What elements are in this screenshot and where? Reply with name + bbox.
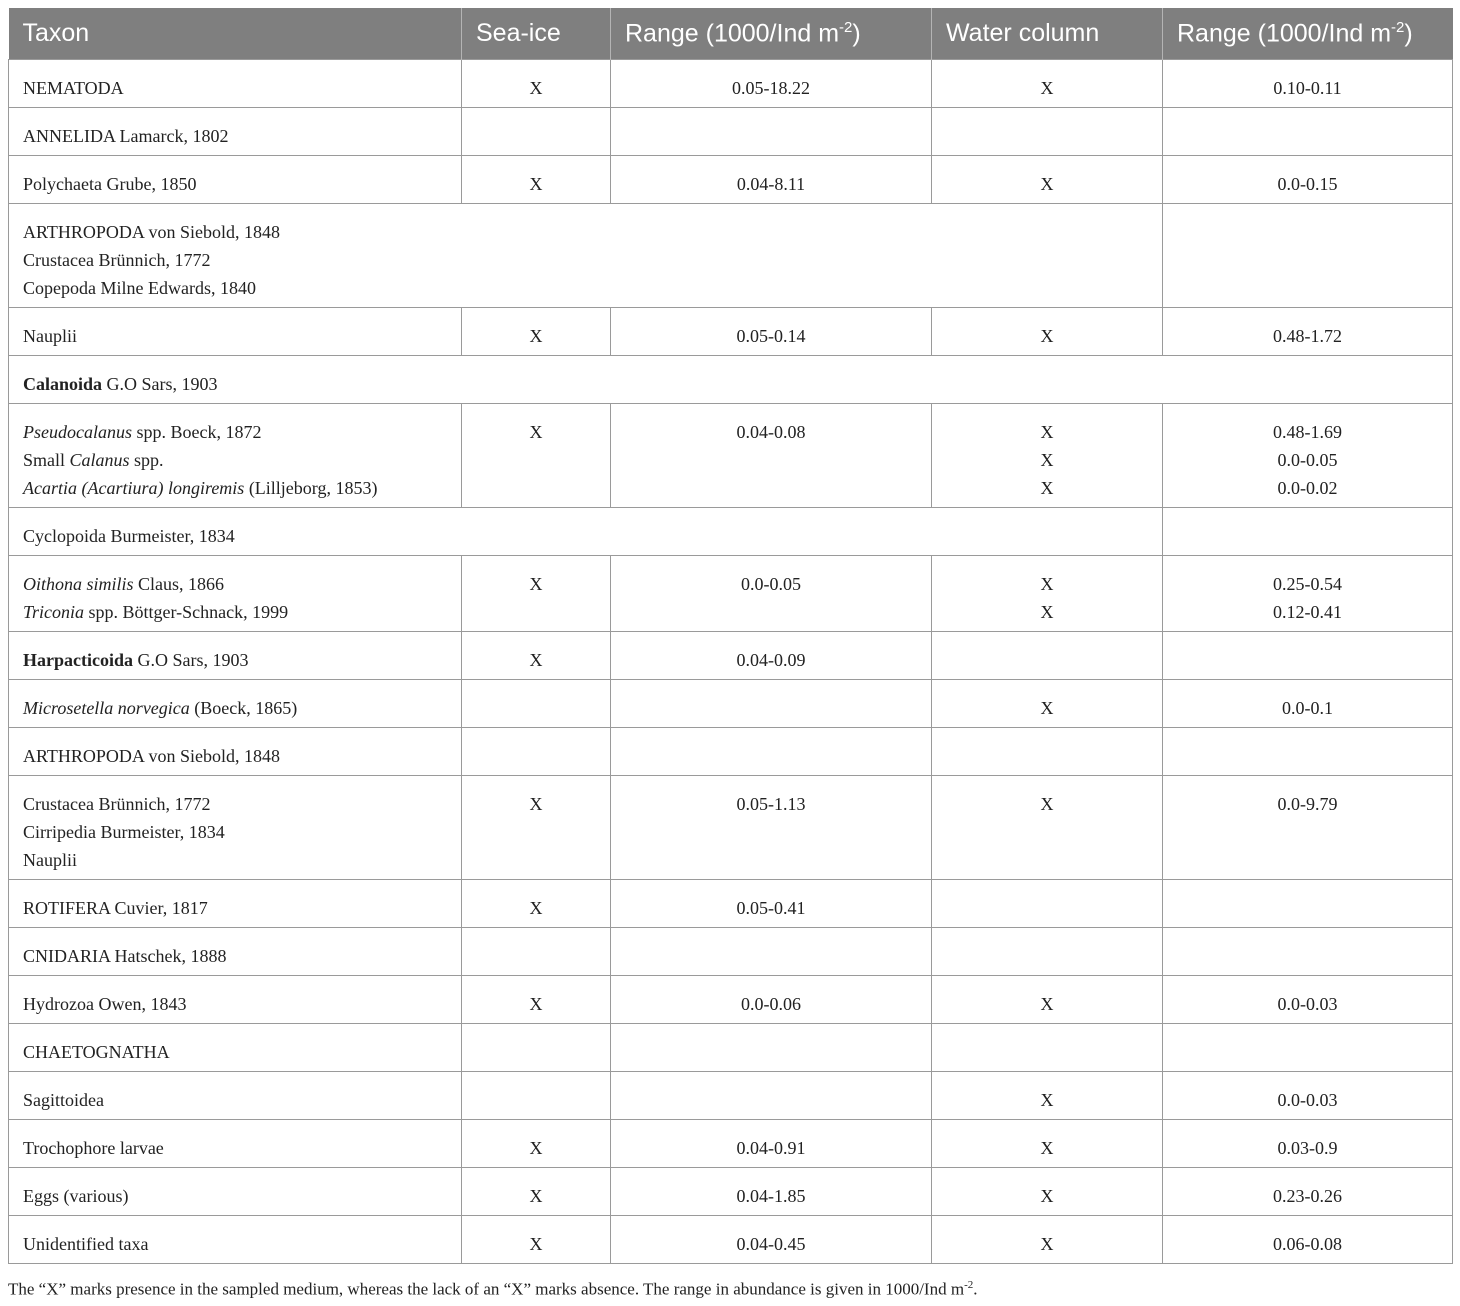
- table-row: [9, 727, 1453, 775]
- header-sea-ice-range: [611, 8, 932, 59]
- table-row: [9, 355, 1453, 403]
- water-column-cell: [932, 107, 1163, 155]
- taxon-italic: Triconia: [23, 601, 85, 622]
- water-column-cell: [932, 879, 1163, 927]
- water-column-cell: [932, 727, 1163, 775]
- table-row: [9, 879, 1453, 927]
- table-footnote: [8, 1279, 978, 1300]
- table-row: [9, 1167, 1453, 1215]
- table-row: [9, 679, 1453, 727]
- water-range-cell: 0.06-0.08: [1163, 1215, 1453, 1263]
- sea-ice-range-cell: [611, 1023, 932, 1071]
- taxon-bold: Calanoida: [23, 373, 103, 394]
- water-range-cell: 0.0-0.1: [1163, 679, 1453, 727]
- water-range-cell: [1163, 203, 1453, 307]
- sea-ice-range-cell: 0.0-0.05: [611, 555, 932, 631]
- sea-ice-range-cell: 0.04-0.91: [611, 1119, 932, 1167]
- water-column-cell: X: [932, 679, 1163, 727]
- header-water-column: Water column: [932, 8, 1163, 59]
- sea-ice-range-cell: [611, 1071, 932, 1119]
- table-row: [9, 307, 1453, 355]
- taxa-table: [8, 8, 1453, 1264]
- taxon-line: [23, 570, 447, 598]
- sea-ice-cell: X: [462, 975, 611, 1023]
- table-row: [9, 1119, 1453, 1167]
- range-value: 0.25-0.54: [1273, 573, 1342, 594]
- range-value: 0.0-0.02: [1277, 477, 1338, 498]
- water-column-cell: X: [932, 775, 1163, 879]
- table-row: [9, 507, 1453, 555]
- taxon-cell: CHAETOGNATHA: [9, 1023, 462, 1071]
- sea-ice-cell: X: [462, 555, 611, 631]
- sea-ice-range-cell: 0.05-0.41: [611, 879, 932, 927]
- water-column-cell: X: [932, 975, 1163, 1023]
- sea-ice-range-cell: [611, 679, 932, 727]
- sea-ice-cell: [462, 727, 611, 775]
- water-range-cell: 0.23-0.26: [1163, 1167, 1453, 1215]
- taxon-authority: (Boeck, 1865): [189, 697, 298, 718]
- water-column-cell: [932, 927, 1163, 975]
- sea-ice-cell: [462, 107, 611, 155]
- taxon-cell: [9, 679, 462, 727]
- header-water-range: [1163, 8, 1453, 59]
- table-row: [9, 1023, 1453, 1071]
- water-range-cell: [1163, 555, 1453, 631]
- sea-ice-range-cell: 0.05-1.13: [611, 775, 932, 879]
- taxon-cell: Eggs (various): [9, 1167, 462, 1215]
- taxon-bold: Harpacticoida: [23, 649, 133, 670]
- taxon-line: [23, 474, 447, 502]
- taxon-line: [23, 418, 447, 446]
- taxon-cell: ARTHROPODA von Siebold, 1848: [9, 727, 462, 775]
- water-range-cell: [1163, 507, 1453, 555]
- footnote-exponent: -2: [964, 1279, 974, 1291]
- table-row: [9, 1215, 1453, 1263]
- taxon-authority: G.O Sars, 1903: [102, 373, 218, 394]
- water-column-cell: X: [932, 59, 1163, 107]
- taxon-line: Cirripedia Burmeister, 1834: [23, 821, 225, 842]
- sea-ice-range-cell: [611, 927, 932, 975]
- taxon-cell: ROTIFERA Cuvier, 1817: [9, 879, 462, 927]
- taxon-authority: spp.: [129, 449, 164, 470]
- taxon-cell: NEMATODA: [9, 59, 462, 107]
- taxon-authority: spp. Böttger-Schnack, 1999: [84, 601, 289, 622]
- sea-ice-cell: X: [462, 879, 611, 927]
- taxon-cell: [9, 203, 1163, 307]
- water-column-cell: X: [932, 155, 1163, 203]
- range-close: ): [852, 18, 861, 47]
- range-close: ): [1404, 18, 1413, 47]
- water-column-cell: X: [932, 1119, 1163, 1167]
- sea-ice-range-cell: 0.04-0.45: [611, 1215, 932, 1263]
- taxon-line: [23, 598, 447, 626]
- header-row: [9, 8, 1453, 59]
- taxon-authority: spp. Boeck, 1872: [131, 421, 262, 442]
- range-exponent: -2: [839, 18, 853, 36]
- water-range-cell: 0.10-0.11: [1163, 59, 1453, 107]
- taxon-cell: Unidentified taxa: [9, 1215, 462, 1263]
- sea-ice-cell: X: [462, 1167, 611, 1215]
- sea-ice-range-cell: 0.04-8.11: [611, 155, 932, 203]
- taxon-line: Crustacea Brünnich, 1772: [23, 793, 211, 814]
- sea-ice-range-cell: 0.04-0.08: [611, 403, 932, 507]
- table-row: [9, 107, 1453, 155]
- taxon-line: Nauplii: [23, 849, 77, 870]
- sea-ice-cell: X: [462, 631, 611, 679]
- taxon-line: [23, 446, 447, 474]
- taxon-italic: Oithona similis: [23, 573, 134, 594]
- taxon-cell: [9, 555, 462, 631]
- taxon-cell: Cyclopoida Burmeister, 1834: [9, 507, 1163, 555]
- table-row: [9, 155, 1453, 203]
- sea-ice-range-cell: [611, 727, 932, 775]
- taxon-line: ARTHROPODA von Siebold, 1848: [23, 221, 280, 242]
- water-column-cell: [932, 403, 1163, 507]
- table-row: [9, 775, 1453, 879]
- taxon-cell: CNIDARIA Hatschek, 1888: [9, 927, 462, 975]
- footnote-text: The “X” marks presence in the sampled medium, whereas the lack of an “X” marks absence. The range in abundance is given in 1000/Ind m: [8, 1279, 965, 1299]
- table-row: [9, 203, 1453, 307]
- sea-ice-cell: X: [462, 1215, 611, 1263]
- water-column-cell: [932, 1023, 1163, 1071]
- taxon-line: Copepoda Milne Edwards, 1840: [23, 277, 256, 298]
- taxon-cell: Hydrozoa Owen, 1843: [9, 975, 462, 1023]
- water-column-cell: X: [932, 1167, 1163, 1215]
- header-sea-ice: Sea-ice: [462, 8, 611, 59]
- sea-ice-cell: [462, 1023, 611, 1071]
- sea-ice-cell: X: [462, 155, 611, 203]
- range-exponent: -2: [1391, 18, 1405, 36]
- taxon-cell: Trochophore larvae: [9, 1119, 462, 1167]
- water-range-cell: [1163, 631, 1453, 679]
- sea-ice-range-cell: [611, 107, 932, 155]
- water-range-cell: [1163, 927, 1453, 975]
- sea-ice-cell: X: [462, 59, 611, 107]
- range-label: Range (1000/Ind m: [1177, 18, 1392, 47]
- sea-ice-cell: [462, 679, 611, 727]
- sea-ice-cell: X: [462, 1119, 611, 1167]
- sea-ice-range-cell: 0.04-1.85: [611, 1167, 932, 1215]
- water-range-cell: 0.0-9.79: [1163, 775, 1453, 879]
- water-column-cell: X: [932, 1215, 1163, 1263]
- water-column-cell: X: [932, 307, 1163, 355]
- table-row: [9, 59, 1453, 107]
- presence-mark: X: [1040, 601, 1054, 622]
- sea-ice-cell: X: [462, 307, 611, 355]
- taxon-authority: Claus, 1866: [133, 573, 225, 594]
- presence-mark: X: [1040, 573, 1054, 594]
- water-range-cell: 0.0-0.03: [1163, 975, 1453, 1023]
- water-range-cell: [1163, 879, 1453, 927]
- taxon-cell: [9, 775, 462, 879]
- presence-mark: X: [1040, 421, 1054, 442]
- table-row: [9, 403, 1453, 507]
- sea-ice-range-cell: 0.0-0.06: [611, 975, 932, 1023]
- taxon-cell: [9, 355, 1453, 403]
- header-taxon: Taxon: [9, 8, 462, 59]
- water-column-cell: [932, 631, 1163, 679]
- range-value: 0.0-0.05: [1277, 449, 1338, 470]
- sea-ice-range-cell: 0.04-0.09: [611, 631, 932, 679]
- table-row: [9, 631, 1453, 679]
- sea-ice-cell: [462, 1071, 611, 1119]
- table-row: [9, 975, 1453, 1023]
- water-range-cell: [1163, 1023, 1453, 1071]
- sea-ice-cell: [462, 927, 611, 975]
- taxon-line: Crustacea Brünnich, 1772: [23, 249, 211, 270]
- taxon-cell: Polychaeta Grube, 1850: [9, 155, 462, 203]
- taxon-prefix: Small: [23, 449, 70, 470]
- water-column-cell: [932, 555, 1163, 631]
- table-row: [9, 555, 1453, 631]
- sea-ice-cell: X: [462, 775, 611, 879]
- water-range-cell: 0.48-1.72: [1163, 307, 1453, 355]
- water-range-cell: 0.0-0.03: [1163, 1071, 1453, 1119]
- footnote-end: .: [973, 1279, 978, 1299]
- taxon-authority: (Lilljeborg, 1853): [244, 477, 378, 498]
- taxon-cell: [9, 403, 462, 507]
- taxon-italic: Calanus: [69, 449, 130, 470]
- taxon-italic: Pseudocalanus: [23, 421, 132, 442]
- water-column-cell: X: [932, 1071, 1163, 1119]
- sea-ice-range-cell: 0.05-18.22: [611, 59, 932, 107]
- taxon-cell: Sagittoidea: [9, 1071, 462, 1119]
- presence-mark: X: [1040, 477, 1054, 498]
- sea-ice-cell: X: [462, 403, 611, 507]
- range-value: 0.12-0.41: [1273, 601, 1342, 622]
- water-range-cell: [1163, 107, 1453, 155]
- taxon-cell: [9, 631, 462, 679]
- sea-ice-range-cell: 0.05-0.14: [611, 307, 932, 355]
- taxon-authority: G.O Sars, 1903: [133, 649, 249, 670]
- range-label: Range (1000/Ind m: [625, 18, 840, 47]
- range-value: 0.48-1.69: [1273, 421, 1342, 442]
- taxon-cell: Nauplii: [9, 307, 462, 355]
- taxon-italic: Microsetella norvegica: [23, 697, 190, 718]
- water-range-cell: [1163, 403, 1453, 507]
- presence-mark: X: [1040, 449, 1054, 470]
- table-row: [9, 927, 1453, 975]
- taxon-italic: Acartia (Acartiura) longiremis: [23, 477, 245, 498]
- table-row: [9, 1071, 1453, 1119]
- taxon-cell: ANNELIDA Lamarck, 1802: [9, 107, 462, 155]
- water-range-cell: [1163, 727, 1453, 775]
- water-range-cell: 0.0-0.15: [1163, 155, 1453, 203]
- water-range-cell: 0.03-0.9: [1163, 1119, 1453, 1167]
